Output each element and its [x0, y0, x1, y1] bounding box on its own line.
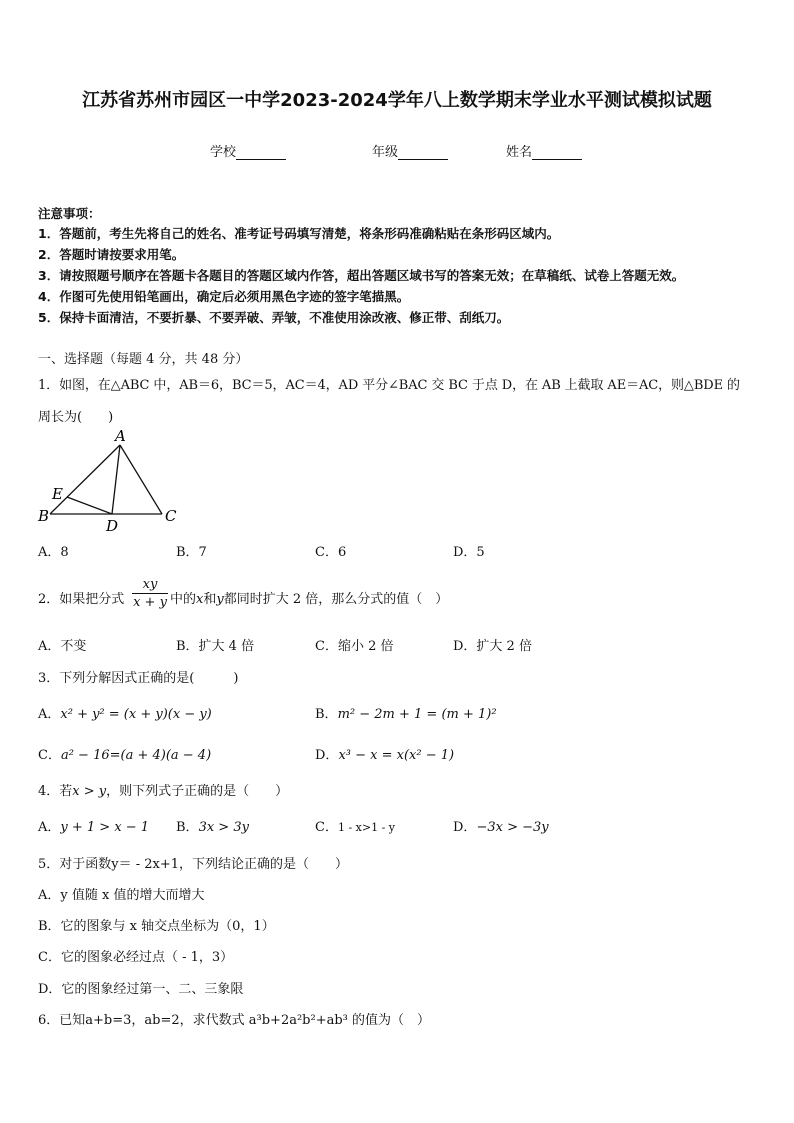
q5-option-a: A．y 值随 x 值的增大而增大 — [38, 888, 205, 903]
note-item: 4．作图可先使用铅笔画出，确定后必须用黑色字迹的签字笔描黑。 — [38, 289, 410, 304]
option-expr: x² + y² = (x + y)(x − y) — [60, 707, 212, 722]
option-label: B． — [315, 707, 338, 722]
note-item: 3．请按照题号顺序在答题卡各题目的答题区域内作答，超出答题区域书写的答案无效；在草稿纸、试卷上答题无效。 — [38, 268, 685, 283]
q3-option-d — [315, 744, 454, 763]
note-item: 1．答题前，考生先将自己的姓名、准考证号码填写清楚，将条形码准确粘贴在条形码区域内。 — [38, 226, 560, 241]
school-blank — [236, 145, 286, 160]
q3-stem: 3．下列分解因式正确的是( ) — [38, 671, 239, 686]
q2-option-c: C．缩小 2 倍 — [315, 639, 394, 654]
q4-option-b — [176, 816, 249, 835]
option-expr: y + 1 > x − 1 — [60, 820, 150, 835]
note-item: 5．保持卡面清洁，不要折暴、不要弄破、弄皱，不准使用涂改液、修正带、刮纸刀。 — [38, 310, 510, 325]
q4-condition: x > y — [72, 784, 107, 799]
q6-stem: 6．已知a+b=3，ab=2，求代数式 a³b+2a²b²+ab³ 的值为（ ） — [38, 1013, 431, 1028]
option-label: D． — [453, 820, 477, 835]
section-heading: 一、选择题（每题 4 分，共 48 分） — [38, 352, 249, 367]
q2-fraction-numerator: xy — [142, 577, 158, 592]
grade-field — [372, 141, 448, 160]
option-expr: m² − 2m + 1 = (m + 1)² — [337, 707, 497, 722]
option-expr: −3x > −3y — [476, 820, 549, 835]
q3-option-c — [38, 744, 211, 763]
triangle-figure — [34, 426, 184, 538]
grade-label: 年级 — [372, 145, 399, 160]
q2-text-b: 和 — [203, 592, 217, 607]
q2-option-d: D．扩大 2 倍 — [453, 639, 532, 654]
q1-option-c: C．6 — [315, 545, 347, 560]
q3-option-a — [38, 703, 212, 722]
grade-blank — [398, 145, 448, 160]
option-expr: 3x > 3y — [198, 820, 249, 835]
q4-option-a — [38, 816, 149, 835]
school-field — [210, 141, 286, 160]
q4-stem — [38, 780, 288, 799]
q3-option-b — [315, 703, 497, 722]
name-blank — [532, 145, 582, 160]
q5-option-b: B．它的图象与 x 轴交点坐标为（0，1） — [38, 919, 275, 934]
q1-option-d: D．5 — [453, 545, 485, 560]
label-c: C — [165, 507, 177, 525]
q2-var-x: x — [196, 592, 204, 607]
label-d: D — [106, 517, 119, 535]
name-field — [506, 141, 582, 160]
option-label: C． — [38, 748, 61, 763]
segment-ad — [112, 445, 120, 514]
notes-heading: 注意事项： — [38, 206, 101, 221]
q5-stem: 5．对于函数y＝ - 2x+1，下列结论正确的是（ ） — [38, 857, 349, 872]
q5-option-c: C．它的图象必经过点（ - 1，3） — [38, 950, 234, 965]
option-expr: 1 - x>1 - y — [337, 821, 396, 834]
q2-text-a: 中的 — [170, 592, 197, 607]
q2-fraction-denominator: x + y — [133, 595, 167, 610]
option-expr: a² − 16=(a + 4)(a − 4) — [60, 748, 212, 763]
q5-option-d: D．它的图象经过第一、二、三象限 — [38, 982, 244, 997]
q4-option-c — [315, 816, 395, 835]
q1-option-b: B．7 — [176, 545, 207, 560]
q4-suffix: ，则下列式子正确的是（ ） — [106, 784, 289, 799]
q2-option-b: B．扩大 4 倍 — [176, 639, 255, 654]
q1-stem-line1: 1．如图，在△ABC 中，AB＝6，BC＝5，AC＝4，AD 平分∠BAC 交 BC 于点 D，在 AB 上截取 AE＝AC，则△BDE 的 — [38, 378, 740, 393]
q2-var-y: y — [216, 592, 224, 607]
label-b: B — [38, 507, 50, 525]
q2-option-a: A．不变 — [38, 639, 87, 654]
segment-ac — [120, 445, 162, 514]
segment-ed — [67, 497, 112, 514]
option-label: A． — [38, 820, 61, 835]
name-label: 姓名 — [506, 145, 533, 160]
q2-suffix — [170, 588, 448, 607]
q1-stem-line2: 周长为( ) — [38, 410, 114, 425]
note-item: 2．答题时请按要求用笔。 — [38, 247, 185, 262]
q1-option-a: A．8 — [38, 545, 69, 560]
option-label: C． — [315, 820, 338, 835]
label-a: A — [115, 427, 126, 445]
q4-option-d — [453, 816, 549, 835]
q4-prefix: 4．若 — [38, 784, 73, 799]
school-label: 学校 — [210, 145, 237, 160]
option-label: A． — [38, 707, 61, 722]
option-label: B． — [176, 820, 199, 835]
exam-title: 江苏省苏州市园区一中学2023-2024学年八上数学期末学业水平测试模拟试题 — [82, 90, 712, 111]
option-label: D． — [315, 748, 339, 763]
q2-fraction — [132, 577, 168, 610]
option-expr: x³ − x = x(x² − 1) — [338, 748, 455, 763]
q2-prefix: 2．如果把分式 — [38, 592, 125, 607]
label-e: E — [52, 485, 63, 503]
q2-text-c: 都同时扩大 2 倍，那么分式的值（ ） — [223, 592, 449, 607]
